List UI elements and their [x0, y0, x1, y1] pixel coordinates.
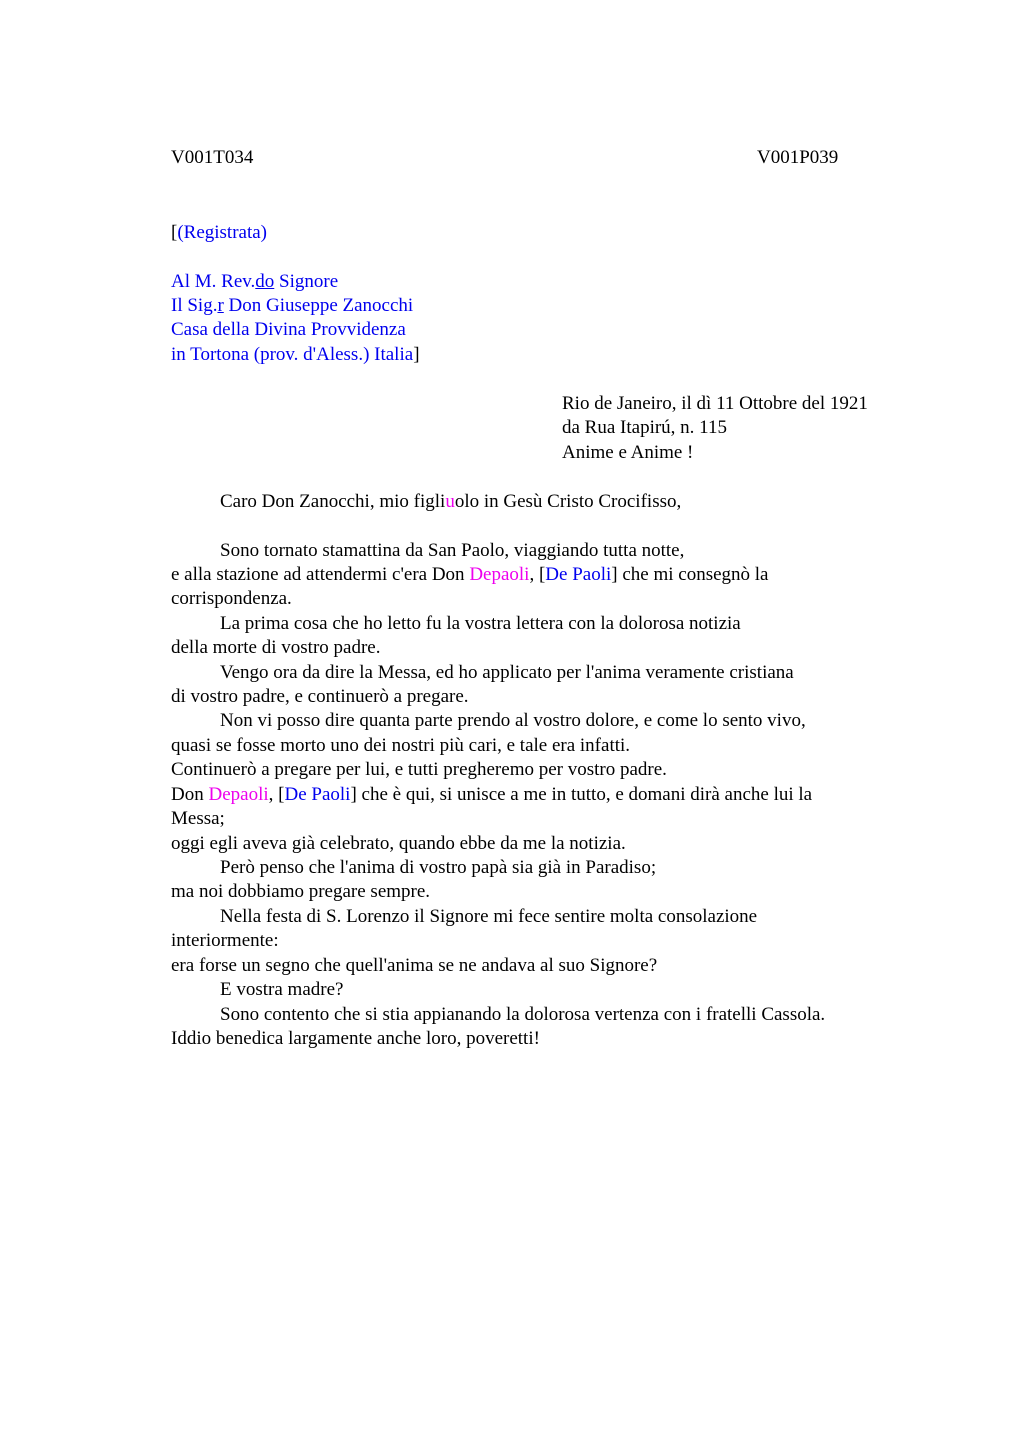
- name-original-spelling: Depaoli: [208, 784, 269, 805]
- close-bracket: ]: [413, 344, 420, 365]
- body-line: Non vi posso dire quanta parte prendo al vostro dolore, e come lo sento vivo,: [220, 710, 806, 731]
- registered-note: (Registrata): [177, 222, 268, 243]
- body-line: ma noi dobbiamo pregare sempre.: [171, 881, 431, 902]
- name-original-spelling: Depaoli: [469, 564, 530, 585]
- dateline-place-date: Rio de Janeiro, il dì 11 Ottobre del 1921: [562, 393, 868, 414]
- body-line: [171, 563, 769, 587]
- body-line: Messa;: [171, 808, 225, 829]
- body-text: , [: [529, 564, 546, 585]
- address-line-4: [171, 343, 420, 367]
- open-bracket: [: [171, 222, 178, 243]
- body-text: Don: [171, 784, 209, 805]
- body-text: , [: [268, 784, 285, 805]
- address-line-2-abbr: r: [217, 295, 224, 316]
- body-line: Nella festa di S. Lorenzo il Signore mi fece sentire molta consolazione: [220, 906, 758, 927]
- body-line: della morte di vostro padre.: [171, 637, 381, 658]
- address-line-1-abbr: do: [255, 271, 275, 292]
- body-line: Iddio benedica largamente anche loro, poveretti!: [171, 1028, 540, 1049]
- dateline-address: da Rua Itapirú, n. 115: [562, 417, 727, 438]
- address-line-4-text: in Tortona (prov. d'Aless.) Italia: [171, 344, 414, 365]
- name-editorial-correction: De Paoli: [545, 564, 612, 585]
- address-line-1: [171, 270, 338, 294]
- address-line-2-post: Don Giuseppe Zanocchi: [223, 295, 414, 316]
- body-text: e alla stazione ad attendermi c'era Don: [171, 564, 470, 585]
- address-line-2: [171, 294, 413, 318]
- body-line: di vostro padre, e continuerò a pregare.: [171, 686, 469, 707]
- body-line: corrispondenza.: [171, 588, 292, 609]
- salutation: [220, 490, 681, 514]
- body-text: ] che è qui, si unisce a me in tutto, e domani dirà anche lui la: [350, 784, 813, 805]
- document-code-right: V001P039: [757, 147, 839, 168]
- salutation-pre: Caro Don Zanocchi, mio figli: [220, 491, 446, 512]
- body-line: oggi egli aveva già celebrato, quando ebbe da me la notizia.: [171, 833, 626, 854]
- body-line: Vengo ora da dire la Messa, ed ho applicato per l'anima veramente cristiana: [220, 662, 794, 683]
- address-line-1-post: Signore: [274, 271, 339, 292]
- name-editorial-correction: De Paoli: [284, 784, 351, 805]
- body-line: Continuerò a pregare per lui, e tutti pregheremo per vostro padre.: [171, 759, 667, 780]
- body-line: quasi se fosse morto uno dei nostri più cari, e tale era infatti.: [171, 735, 631, 756]
- document-code-left: V001T034: [171, 147, 254, 168]
- body-text: ] che mi consegnò la: [611, 564, 769, 585]
- body-line: E vostra madre?: [220, 979, 344, 1000]
- body-line: era forse un segno che quell'anima se ne andava al suo Signore?: [171, 955, 658, 976]
- body-line: Sono tornato stamattina da San Paolo, viaggiando tutta notte,: [220, 540, 685, 561]
- body-line: interiormente:: [171, 930, 279, 951]
- body-line: [171, 783, 812, 807]
- body-line: Però penso che l'anima di vostro papà sia già in Paradiso;: [220, 857, 657, 878]
- envelope-registered-line: [171, 221, 267, 245]
- body-line: La prima cosa che ho letto fu la vostra lettera con la dolorosa notizia: [220, 613, 741, 634]
- salutation-correction-mark: u: [445, 491, 455, 512]
- salutation-post: olo in Gesù Cristo Crocifisso,: [454, 491, 682, 512]
- dateline-motto: Anime e Anime !: [562, 442, 694, 463]
- address-line-3: Casa della Divina Provvidenza: [171, 319, 406, 340]
- address-line-1-pre: Al M. Rev.: [171, 271, 256, 292]
- body-line: Sono contento che si stia appianando la dolorosa vertenza con i fratelli Cassola.: [220, 1004, 826, 1025]
- address-line-2-pre: Il Sig.: [171, 295, 218, 316]
